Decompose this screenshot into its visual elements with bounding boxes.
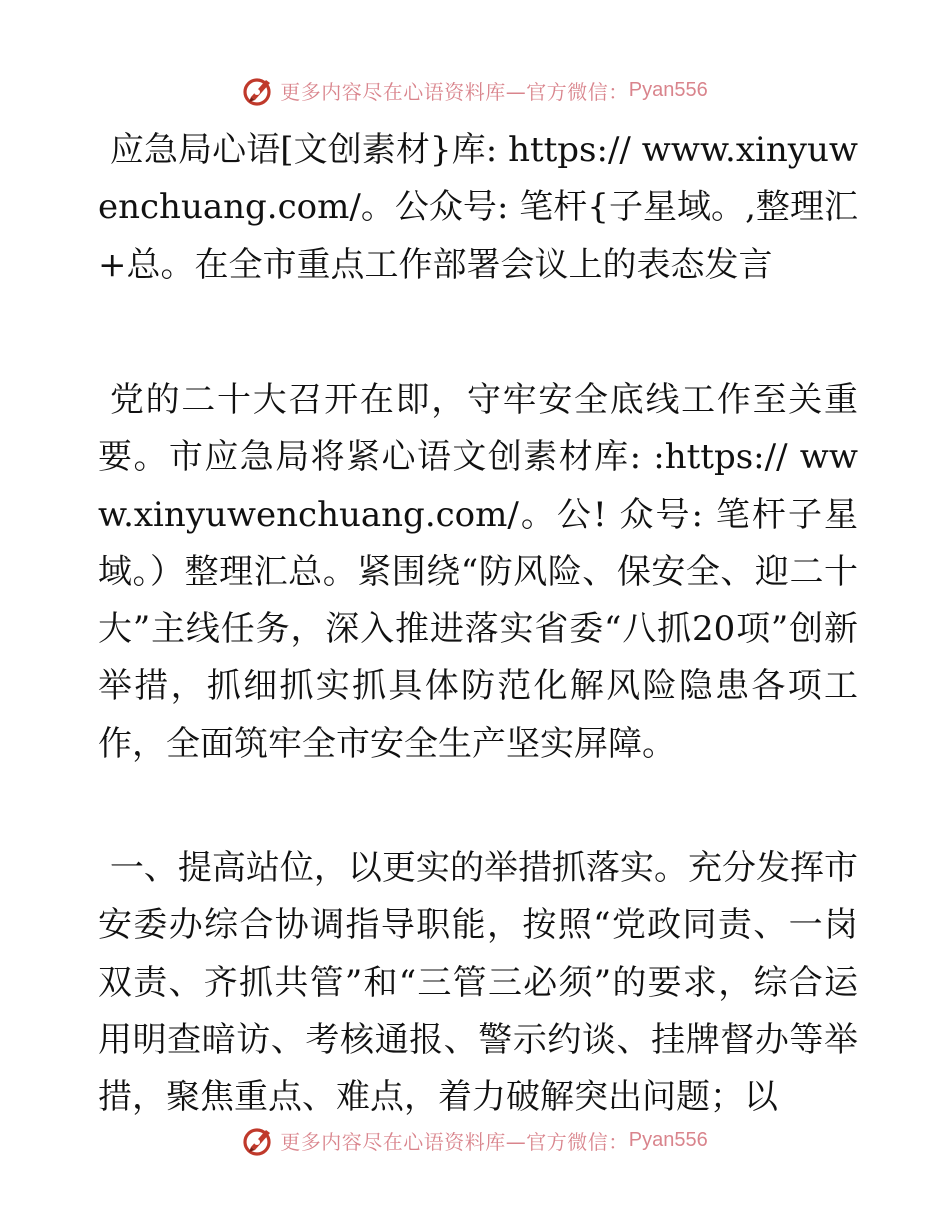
red-pen-circle-logo-icon [242, 1123, 276, 1157]
wechat-id: Pyan556 [628, 78, 708, 101]
banner-text: 更多内容尽在心语资料库—官方微信： [280, 1129, 629, 1154]
paragraph-intro: 党的二十大召开在即，守牢安全底线工作至关重要。市应急局将紧心语文创素材库: :https:// www.xinyuwenchuang.com/。公! 众号: 笔杆子星域。）整理汇总。紧围绕“防风险、保安全、迎二十大”主线任务，深入推进落实省委“八抓20项”创新举措，抓细抓实抓具体防范化解风险隐患各项工作，全面筑牢全市安全生产坚实屏障。 [98, 380, 858, 764]
paragraph-section-one: 一、提高站位，以更实的举措抓落实。充分发挥市安委办综合协调指导职能，按照“党政同责、一岗双责、齐抓共管”和“三管三必须”的要求，综合运用明查暗访、考核通报、警示约谈、挂牌督办等举措，聚焦重点、难点，着力破解突出问题；以 [98, 848, 858, 1118]
red-pen-circle-logo-icon [242, 73, 276, 107]
banner-text: 更多内容尽在心语资料库—官方微信： [280, 79, 629, 104]
document-body [98, 122, 858, 1126]
footer-banner [0, 1120, 950, 1160]
paragraph-title: 应急局心语[文创素材}库: https:// www.xinyuwenchuang.com/。公众号: 笔杆{子星域。,整理汇+总。在全市重点工作部署会议上的表态发言 [98, 130, 858, 285]
header-banner [0, 70, 950, 110]
wechat-id: Pyan556 [628, 1128, 708, 1151]
